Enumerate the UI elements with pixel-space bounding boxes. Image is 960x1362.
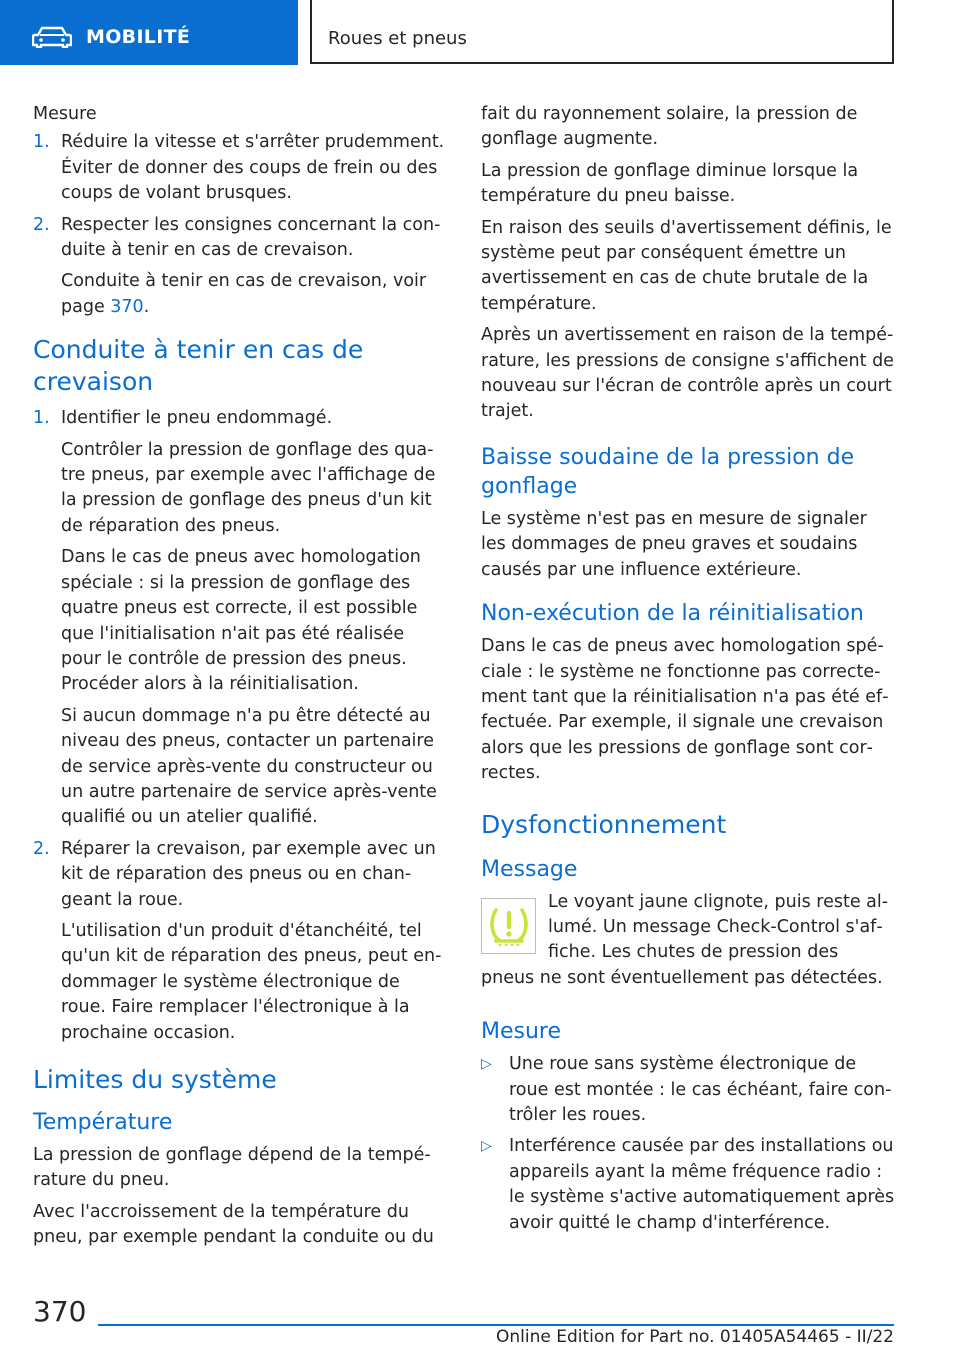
crossref-text: Conduite à tenir en cas de crevaison, voir page <box>61 271 427 317</box>
heading-dysfonctionnement: Dysfonctionnement <box>481 809 727 839</box>
crossref-end: . <box>143 296 150 317</box>
triangle-bullet-icon: ▷ <box>481 1138 492 1155</box>
chapter-header <box>310 0 894 64</box>
paragraph: Avec l'accroissement de la température du pneu, par exemple pendant la conduite ou du <box>33 1201 434 1248</box>
list-item <box>481 1052 896 1128</box>
section-tab[interactable] <box>0 0 298 65</box>
list-number: 2. <box>33 214 50 235</box>
list-item <box>33 130 448 206</box>
left-column <box>33 102 448 1257</box>
step-paragraph: Dans le cas de pneus avec homologation spéciale : si la pression de gonflage des quatre pneus est correcte, il est possible que l'initialisation n'ait pas été réalisée pour le contrôle de pression des pneus. Procéder alors à la réinitialisation. <box>61 547 421 695</box>
list-text: Une roue sans système électronique de roue est montée : le cas échéant, faire contrôler les roues. <box>509 1054 892 1125</box>
heading-mesure: Mesure <box>481 1019 562 1045</box>
list-item <box>33 837 448 913</box>
car-icon <box>32 26 72 48</box>
message-block <box>481 890 896 992</box>
heading-message: Message <box>481 856 578 882</box>
step-paragraph: L'utilisation d'un produit d'étanchéité, tel qu'un kit de réparation des pneus, peut endommager le système électronique de roue. Faire remplacer l'électronique à la prochaine occasion. <box>61 920 442 1043</box>
paragraph: La pression de gonflage dépend de la température du pneu. <box>33 1145 431 1191</box>
list-number: 2. <box>33 838 50 859</box>
page-number: 370 <box>33 1295 87 1328</box>
paragraph: La pression de gonflage diminue lorsque la température du pneu baisse. <box>481 160 859 207</box>
list-text: Interférence causée par des installations ou appareils ayant la même fréquence radio : le système s'active automatiquement après avoir quitté le champ d'interférence. <box>509 1136 895 1233</box>
footer-divider <box>98 1324 894 1326</box>
triangle-bullet-icon: ▷ <box>481 1056 492 1073</box>
heading-temperature: Température <box>33 1110 173 1135</box>
heading-nonexec: Non-exécution de la réinitialisation <box>481 601 864 627</box>
section-title: MOBILITÉ <box>86 26 191 48</box>
list-text: Réparer la crevaison, par exemple avec un kit de réparation des pneus ou en changeant la roue. <box>61 838 436 910</box>
list-text: Réduire la vitesse et s'arrêter prudemment. Éviter de donner des coups de frein ou des coups de volant brusques. <box>61 132 445 204</box>
list-text: Respecter les consignes concernant la conduite à tenir en cas de crevaison. <box>61 214 441 261</box>
paragraph: Le voyant jaune clignote, puis reste allumé. Un message Check-Control s'affiche. Les chutes de pression des pneus ne sont éventuellement pas détectées. <box>481 891 889 988</box>
crossref-paragraph <box>33 269 448 320</box>
list-item <box>33 406 448 431</box>
mesure-label: Mesure <box>33 104 97 124</box>
page-link[interactable]: 370 <box>110 296 144 317</box>
paragraph: Après un avertissement en raison de la température, les pressions de consigne s'affichent de nouveau sur l'écran de contrôle après un court trajet. <box>481 325 894 422</box>
list-number: 1. <box>33 408 50 429</box>
heading-baisse: Baisse soudaine de la pression de gonflage <box>481 444 855 499</box>
list-number: 1. <box>33 132 50 153</box>
paragraph: En raison des seuils d'avertissement définis, le système peut par conséquent émettre un avertissement en cas de chute brutale de la température. <box>481 217 892 314</box>
heading-crevaison: Conduite à tenir en cas de crevaison <box>33 335 364 397</box>
tire-pressure-warning-icon <box>481 898 536 954</box>
list-item <box>33 213 448 264</box>
right-column <box>481 102 896 1242</box>
step-paragraph: Contrôler la pression de gonflage des quatre pneus, par exemple avec l'affichage de la pression de gonflage des pneus d'un kit de réparation des pneus. <box>61 439 436 536</box>
list-item <box>481 1134 896 1236</box>
step-paragraph: Si aucun dommage n'a pu être détecté au niveau des pneus, contacter un partenaire de service après-vente du constructeur ou un autre partenaire de service après-vente qualifié ou un atelier qualifié. <box>61 705 437 828</box>
paragraph: fait du rayonnement solaire, la pression de gonflage augmente. <box>481 104 858 150</box>
paragraph: Le système n'est pas en mesure de signaler les dommages de pneu graves et soudains causés par une influence extérieure. <box>481 508 867 580</box>
tire-pressure-warning-icon-graphic <box>487 906 531 946</box>
paragraph: Dans le cas de pneus avec homologation spéciale : le système ne fonctionne pas correctement tant que la réinitialisation n'a pas été effectuée. Par exemple, il signale une crevaison alors que les pressions de gonflage sont correctes. <box>481 636 889 784</box>
edition-note: Online Edition for Part no. 01405A54465 - II/22 <box>495 1327 894 1347</box>
chapter-title: Roues et pneus <box>328 28 467 49</box>
heading-limites: Limites du système <box>33 1065 277 1094</box>
list-text: Identifier le pneu endommagé. <box>61 408 333 429</box>
